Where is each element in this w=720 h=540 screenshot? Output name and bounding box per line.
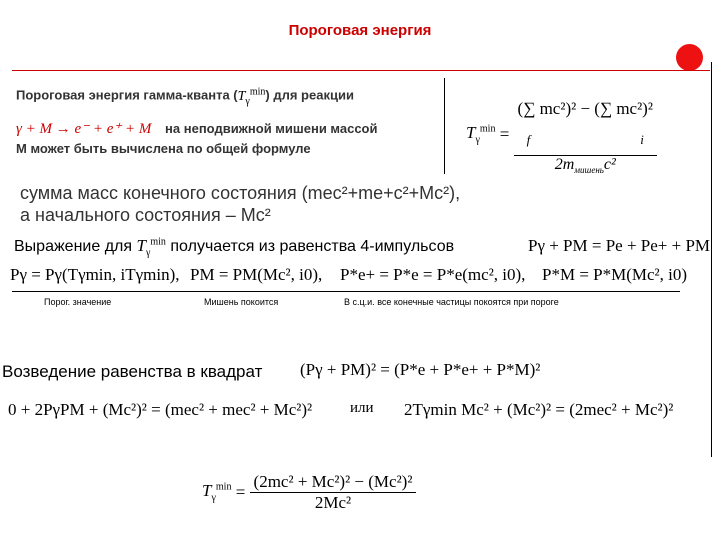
note-target-rest: Мишень покоится <box>204 297 279 307</box>
result-numerator: (2mc² + Mc²)² − (Mc²)² <box>253 472 413 491</box>
right-border-line <box>711 62 712 457</box>
result-denominator: 2Mc² <box>250 492 417 513</box>
p-gamma-equation: Pγ = Pγ(Tγmin, iTγmin), <box>10 265 180 284</box>
intro-line1: Пороговая энергия гамма-кванта $(T_\gamma^{min})$ для реакции <box>16 86 354 107</box>
p-target-equation: PM = PM(Mc², i0), <box>190 265 323 284</box>
sums-line2: а начального состояния – Mc² <box>20 205 271 225</box>
squaring-label: Возведение равенства в квадрат <box>2 362 263 381</box>
threshold-equation: 2Tγmin Mc² + (Mc²)² = (2mec² + Mc²)² <box>404 400 674 419</box>
middle-divider <box>444 78 445 174</box>
note-threshold: Порог. значение <box>44 297 112 307</box>
general-formula: $T_\gamma^{min}$ = (∑ mc²)² − (∑ mc²)² f i $2m_{мишень}c^2$ <box>466 94 657 175</box>
intro-reaction-line: γ + M → e⁻ + e⁺ + M на неподвижной мишени массой <box>16 121 378 137</box>
four-momentum-label: Выражение для $T_\gamma^{min}$ получается из равенства 4-импульсов <box>14 236 455 259</box>
equation-underline <box>12 291 680 292</box>
reaction-equation: γ + M → e⁻ + e⁺ + M <box>16 121 152 137</box>
formula-numerator: (∑ mc²)² − (∑ mc²)² <box>517 99 653 118</box>
conservation-equation: Pγ + PM = Pe + Pe+ + PM <box>528 236 711 255</box>
squared-equation: (Pγ + PM)² = (P*e + P*e+ + P*M)² <box>300 360 541 379</box>
note-cm-rest: В с.ц.и. все конечные частицы покоятся при пороге <box>344 297 559 307</box>
sums-line1: сумма масс конечного состояния (mec²+me+c²+Mc²), <box>20 183 461 203</box>
slide-title: Пороговая энергия <box>288 22 432 39</box>
red-divider <box>12 70 710 71</box>
formula-denominator: 2m <box>554 156 575 173</box>
intro-line3: M может быть вычислена по общей формуле <box>16 141 311 156</box>
result-formula: $T_\gamma^{min}$ = $\frac{\text{(2mc² + Mc²)² − (Mc²)²}}{\text{2Mc²}}$ <box>202 472 416 513</box>
p-cm-equation: P*e+ = P*e = P*e(mc², i0), <box>340 265 526 284</box>
or-word: или <box>350 400 374 416</box>
p-cm-target-equation: P*M = P*M(Mc², i0) <box>542 265 688 284</box>
expanded-equation: 0 + 2PγPM + (Mc²)² = (mec² + mec² + Mc²)² <box>8 400 313 419</box>
red-dot-marker <box>676 44 703 71</box>
